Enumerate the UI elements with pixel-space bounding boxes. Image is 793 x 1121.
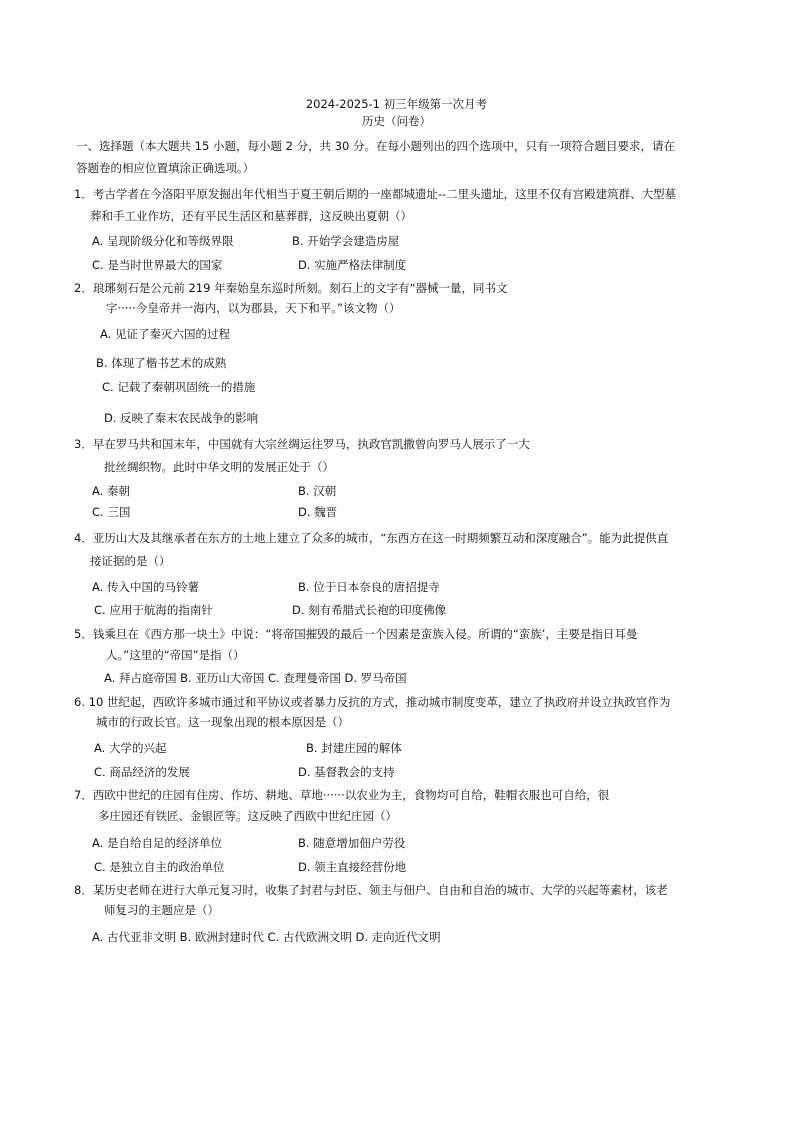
option-c: C. 三国	[92, 505, 131, 519]
option-d: D. 基督教会的支持	[298, 765, 395, 779]
question-stem: 多庄园还有铁匠、金银匠等。这反映了西欧中世纪庄园（）	[98, 809, 397, 823]
option-a: A. 大学的兴起	[94, 741, 167, 755]
option-d: D. 魏晋	[298, 505, 338, 519]
option-b: B. 随意增加佃户劳役	[298, 836, 406, 850]
option-c: C. 记载了秦朝巩固统一的措施	[102, 380, 256, 394]
option-b: B. 位于日本奈良的唐招提寺	[298, 580, 440, 594]
question-stem: 1．考古学者在今洛阳平原发掘出年代相当于夏王朝后期的一座都城遗址--二里头遗址，这里不仅有宫殿建筑群、大型墓	[74, 187, 677, 201]
option-c: C. 是当时世界最大的国家	[92, 258, 223, 272]
option-d: D. 刻有希腊式长袍的印度佛像	[292, 603, 447, 617]
section-instructions-line-1: 一、选择题（本大题共 15 小题，每小题 2 分，共 30 分。在每小题列出的四个选项中，只有一项符合题目要求，请在	[76, 139, 676, 153]
question-stem: 人。”这里的“帝国”是指（）	[106, 648, 245, 662]
option-b: B. 汉朝	[298, 484, 337, 498]
option-c: C. 应用于航海的指南针	[94, 603, 213, 617]
option-a: A. 秦朝	[92, 484, 130, 498]
option-b: B. 封建庄园的解体	[306, 741, 402, 755]
question-stem: 3．早在罗马共和国末年，中国就有大宗丝绸运往罗马，执政官凯撒曾向罗马人展示了一大	[74, 437, 530, 451]
option-a: A. 传入中国的马铃薯	[92, 580, 199, 594]
option-d: D. 实施严格法律制度	[298, 258, 407, 272]
section-instructions-line-2: 答题卷的相应位置填涂正确选项。）	[76, 161, 255, 175]
question-stem: 6. 10 世纪起，西欧许多城市通过和平协议或者暴力反抗的方式，推动城市制度变革，建立了执政府并设立执政官作为	[74, 695, 671, 709]
question-stem: 葬和手工业作坊，还有平民生活区和墓葬群，这反映出夏朝（）	[90, 209, 412, 223]
question-stem: 4．亚历山大及其继承者在东方的土地上建立了众多的城市，“东西方在这一时期频繁互动和深度融合”。能为此提供直	[74, 531, 669, 545]
subject-title: 历史（问卷）	[362, 114, 431, 128]
option-d: D. 领主直接经营份地	[298, 860, 407, 874]
option-a: A. 呈现阶级分化和等级界限	[92, 234, 234, 248]
question-stem: 8．某历史老师在进行大单元复习时，收集了封君与封臣、领主与佃户、自由和自治的城市、大学的兴起等素材，该老	[74, 883, 668, 897]
option-a: A. 是自给自足的经济单位	[92, 836, 222, 850]
question-stem: 批丝绸织物。此时中华文明的发展正处于（）	[104, 460, 334, 474]
option-b: B. 开始学会建造房屋	[292, 234, 400, 248]
option-row: A. 古代亚非文明 B. 欧洲封建时代 C. 古代欧洲文明 D. 走向近代文明	[92, 930, 441, 944]
option-a: A. 见证了秦灭六国的过程	[100, 327, 230, 341]
question-stem: 2．琅琊刻石是公元前 219 年秦始皇东巡时所刻。刻石上的文字有“器械一量，同书文	[74, 281, 508, 295]
question-stem: 接证据的是（）	[90, 554, 171, 568]
question-stem: 城市的行政长官。这一现象出现的根本原因是（）	[96, 715, 349, 729]
option-c: C. 商品经济的发展	[94, 765, 190, 779]
question-stem: 字·····今皇帝并一海内，以为郡县，天下和平。”该文物（）	[106, 301, 401, 315]
option-b: B. 体现了楷书艺术的成熟	[96, 356, 227, 370]
question-stem: 师复习的主题应是（）	[104, 903, 219, 917]
option-c: C. 是独立自主的政治单位	[94, 860, 225, 874]
option-row: A. 拜占庭帝国 B. 亚历山大帝国 C. 查理曼帝国 D. 罗马帝国	[104, 671, 407, 685]
question-stem: 5．钱乘旦在《西方那一块土》中说：“将帝国摧毁的最后一个因素是蛮族入侵。所谓的“蛮族’，主要是指日耳曼	[74, 627, 638, 641]
exam-title: 2024-2025-1 初三年级第一次月考	[305, 97, 488, 111]
option-d: D. 反映了秦末农民战争的影响	[104, 411, 259, 425]
question-stem: 7．西欧中世纪的庄园有住房、作坊、耕地、草地······以农业为主，食物均可自给，鞋帽衣服也可自给，很	[74, 788, 610, 802]
